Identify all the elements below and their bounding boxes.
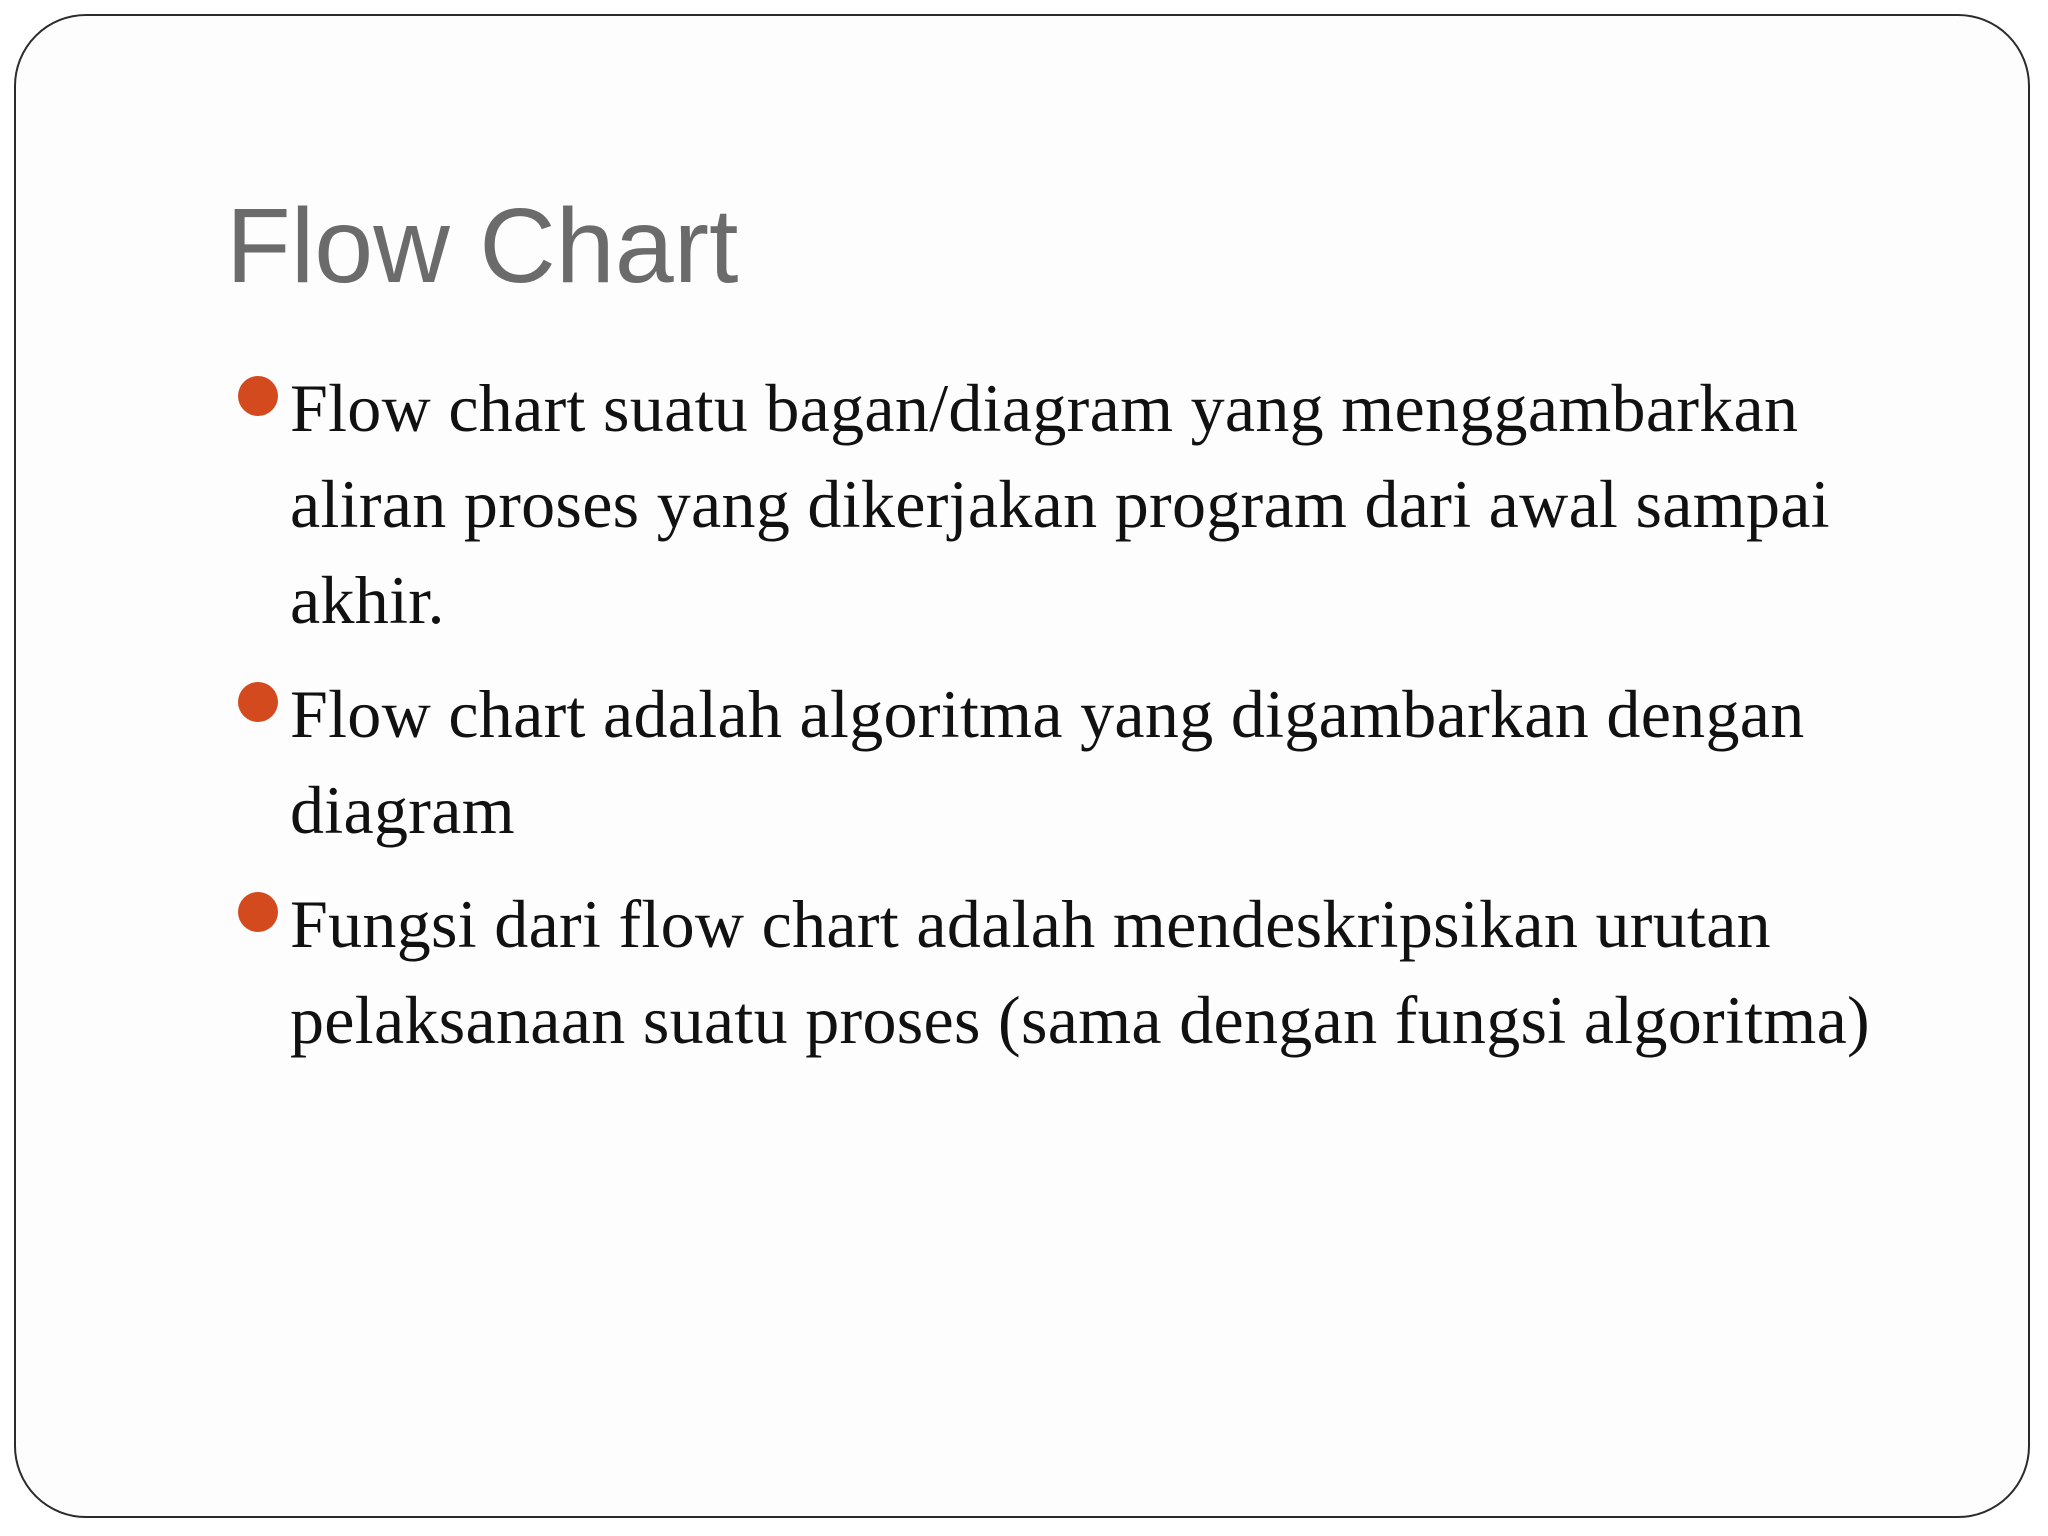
bullet-item	[226, 360, 1946, 648]
bullet-text: Flow chart adalah algoritma yang digambarkan dengan diagram	[290, 676, 1805, 848]
bullet-item	[226, 666, 1946, 858]
bullet-text: Fungsi dari flow chart adalah mendeskripsikan urutan pelaksanaan suatu proses (sama dengan fungsi algoritma)	[290, 886, 1871, 1058]
bullet-dot-icon	[238, 376, 278, 416]
slide-title: Flow Chart	[226, 187, 739, 305]
bullet-dot-icon	[238, 682, 278, 722]
bullet-text: Flow chart suatu bagan/diagram yang menggambarkan aliran proses yang dikerjakan program dari awal sampai akhir.	[290, 370, 1830, 638]
slide	[14, 14, 2030, 1518]
bullet-list	[226, 360, 1946, 1086]
bullet-item	[226, 876, 1946, 1068]
bullet-dot-icon	[238, 892, 278, 932]
